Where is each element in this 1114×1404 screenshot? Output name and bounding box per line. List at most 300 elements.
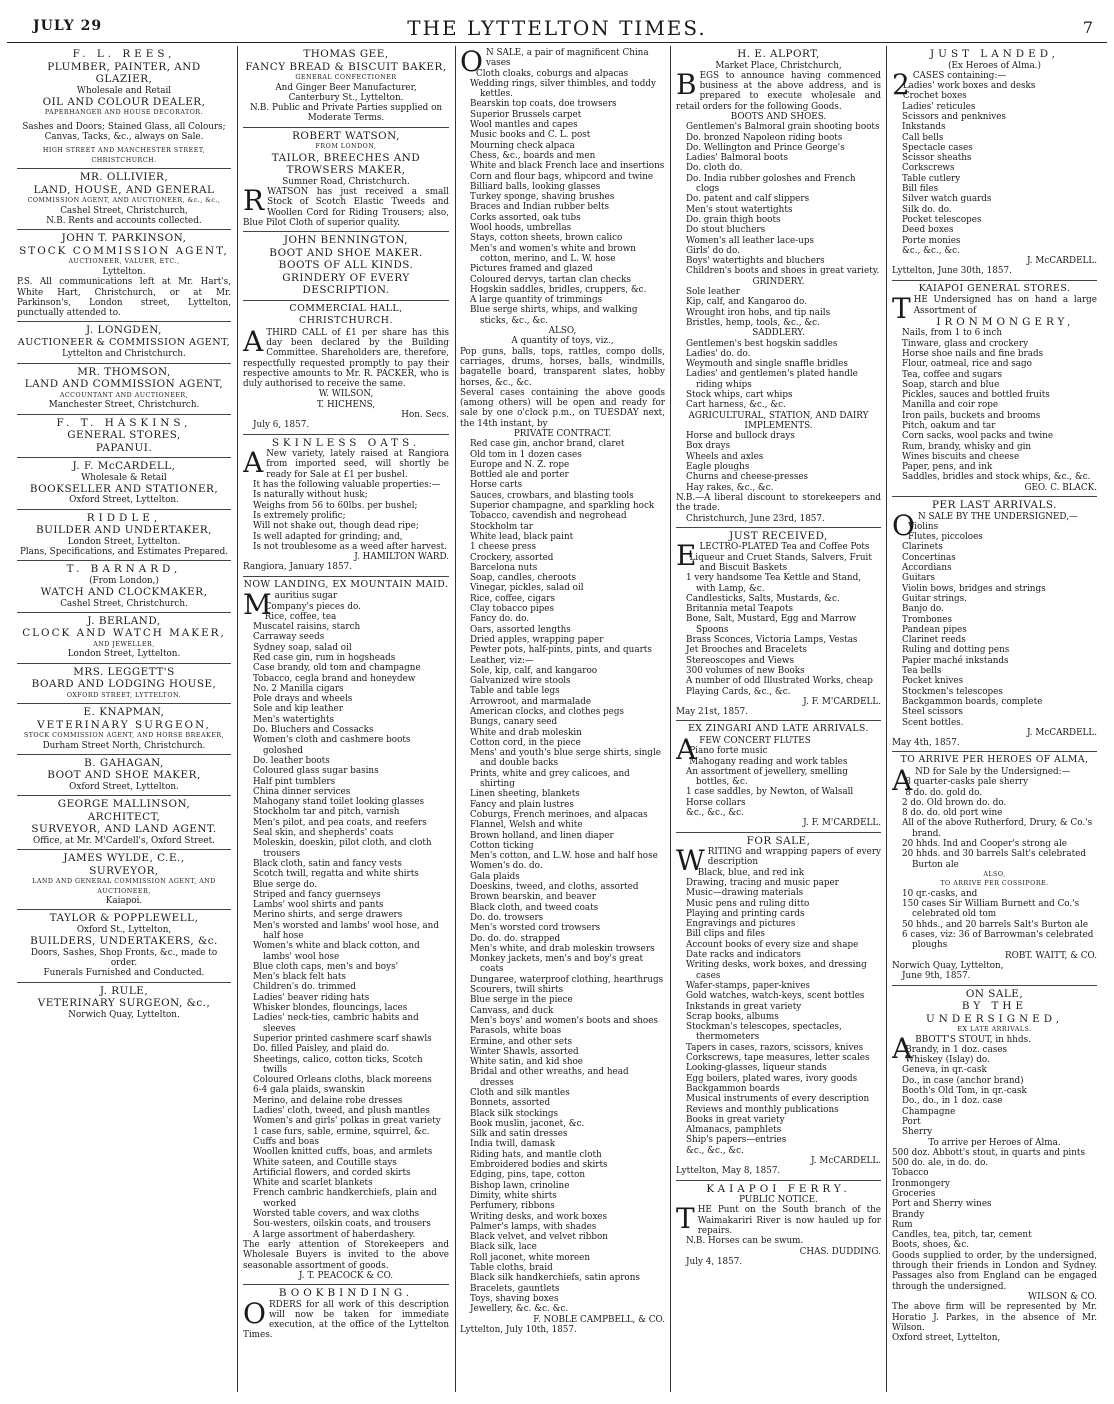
list-item: Almanacs, pamphlets: [686, 1125, 782, 1136]
list-item: Mens' and youth's blue serge shirts, single and double backs: [470, 748, 661, 769]
goods-list: [676, 868, 881, 1156]
list-item: Soap, candles, cheroots: [470, 573, 577, 584]
ad-heading: KAIAPOI FERRY.: [706, 1182, 851, 1195]
list-item: Rum, brandy, whisky and gin: [902, 441, 1032, 452]
advertiser-name: GEORGE MALLINSON,: [57, 798, 191, 811]
list-item: Blue cloth caps, men's and boys': [253, 961, 398, 972]
ad-wylde: [17, 850, 231, 910]
drop-cap: M: [243, 588, 272, 622]
list-item: Jewellery, &c. &c. &c.: [470, 1304, 569, 1315]
list-item: Sou-westers, oilskin coats, and trousers: [253, 1219, 431, 1230]
advertiser-name: T. BARNARD,: [66, 563, 182, 576]
list-item: White and black French lace and insertions: [470, 161, 665, 172]
list-item: Fancy do. do.: [470, 614, 530, 625]
list-item: Men's pilot, and pea coats, and reefers: [253, 817, 427, 828]
list-item: Linen sheeting, blankets: [470, 789, 580, 800]
goods-list: [892, 81, 1097, 256]
column-1: [17, 46, 231, 1394]
list-item: Corkscrews, tape measures, letter scales: [686, 1053, 870, 1064]
ad-signature: Hon. Secs.: [401, 410, 449, 421]
advertiser-name: MRS. LEGGETT'S: [73, 665, 175, 678]
ad-body: A quantity of toys, viz.,: [511, 336, 614, 347]
list-item: Bonnets, assorted: [470, 1098, 551, 1109]
advertiser-name: F. L. REES,: [72, 48, 176, 60]
list-item: Cotton cord, in the piece: [470, 737, 581, 748]
list-item: Looking-glasses, liqueur stands: [686, 1063, 827, 1074]
list-item: Blue serge shirts, whips, and walking sticks, &c., &c.: [470, 305, 638, 326]
advertiser-name: MR. THOMSON,: [77, 365, 171, 378]
column-2: [243, 46, 449, 1394]
goods-list: [892, 777, 1097, 870]
list-item: Rice, coffee, cigars: [470, 593, 555, 604]
ad-riddle: [17, 510, 231, 562]
list-item: Manilla and coir rope: [902, 400, 999, 411]
list-item: Men's worsted and lambs' wool hose, and half hose: [253, 920, 439, 941]
list-item: Company's pieces do.: [264, 601, 361, 612]
list-item: Horse and bullock drays: [686, 431, 795, 442]
advertiser-name: THOMAS GEE,: [303, 48, 389, 60]
list-item: Nails, from 1 to 6 inch: [902, 328, 1003, 339]
list-item: Iron pails, buckets and brooms: [902, 410, 1041, 421]
ad-address: Manchester Street, Christchurch.: [48, 400, 200, 411]
ad-subtitle: (Ex Heroes of Alma.): [948, 60, 1041, 71]
ad-body: Doors, Sashes, Shop Fronts, &c., made to order.: [30, 947, 218, 968]
list-item: Do. do. do. strapped: [470, 933, 561, 944]
ad-signature: J. T. PEACOCK & CO.: [298, 1270, 394, 1281]
ad-leggett: [17, 664, 231, 705]
list-item: Backgammon boards, complete: [902, 696, 1043, 707]
list-item: Geneva, in qr.-cask: [902, 1065, 987, 1076]
list-item: Whiskey (Islay) do.: [905, 1055, 990, 1066]
ad-note: N.B. Horses can be swum.: [686, 1236, 804, 1247]
list-item: Bill files: [902, 184, 939, 195]
ad-date: Lyttelton, June 30th, 1857.: [892, 266, 1012, 277]
ad-trade: BOOKSELLER AND STATIONER,: [29, 482, 219, 495]
list-item: Candlesticks, Salts, Mustards, &c.: [686, 593, 840, 604]
goods-list: [892, 328, 1097, 482]
list-item: Ladies' cloth, tweed, and plush mantles: [253, 1106, 430, 1117]
advertiser-name: F. T. HASKINS,: [56, 416, 192, 429]
ad-body: New variety, lately raised at Rangiora from imported seed, will shortly be ready for Sale at £1 per bushel.: [266, 449, 449, 480]
list-item: 8 do. do. old port wine: [902, 808, 1003, 819]
list-item: N SALE, a pair of magnificent China vases: [485, 48, 649, 69]
list-item: Superior printed cashmere scarf shawls: [253, 1033, 432, 1044]
list-item: Books in great variety: [686, 1114, 785, 1125]
advertiser-name: J. LONGDEN,: [86, 324, 162, 337]
list-item: Music pens and ruling ditto: [686, 898, 810, 909]
list-item: Black silk, lace: [470, 1242, 537, 1253]
ad-kaiapoi-stores: [892, 281, 1097, 497]
list-item: &c., &c., &c.: [686, 1145, 744, 1156]
list-item: Muscatel raisins, starch: [253, 622, 361, 633]
list-item: Papier maché inkstands: [902, 655, 1009, 666]
ad-trade: GRINDERY OF EVERY DESCRIPTION.: [282, 271, 410, 297]
list-item: White sateen, and Coutille stays: [253, 1157, 397, 1168]
list-item: Tobacco, cegla brand and honeydew: [253, 673, 416, 684]
list-item: Coburgs, French merinoes, and alpacas: [470, 809, 648, 820]
list-item: Riding hats, and mantle cloth: [470, 1149, 602, 1160]
ad-rule: [17, 983, 231, 1023]
ad-signature: CHAS. DUDDING.: [799, 1246, 881, 1257]
ad-body: LECTRO-PLATED Tea and Coffee Pots: [699, 542, 870, 553]
list-item: Mahogany reading and work tables: [689, 756, 848, 767]
ad-trade: BOOT AND SHOE MAKER,: [47, 769, 201, 782]
goods-list: [460, 439, 665, 1314]
ad-longden: [17, 322, 231, 363]
goods-list: [460, 69, 665, 326]
list-item: Liqueur and Cruet Stands, Salvers, Fruit and Biscuit Baskets: [689, 552, 872, 573]
list-item: Roll jaconet, white moreen: [470, 1252, 591, 1263]
list-item: Turkey sponge, shaving brushes: [470, 192, 615, 203]
ad-note: Plans, Specifications, and Estimates Prepared.: [19, 546, 229, 557]
list-item: Ladies' neck-ties, cambric habits and sleeves: [253, 1013, 419, 1034]
list-item: Champagne: [902, 1106, 956, 1117]
list-item: Engravings and pictures: [686, 919, 796, 930]
ad-address: Durham Street North, Christchurch.: [42, 740, 206, 751]
list-item: Wrought iron hobs, and tip nails: [686, 307, 831, 318]
drop-cap: T: [892, 292, 911, 326]
list-item: Paper, pens, and ink: [902, 462, 993, 473]
ad-commercial-hall: [243, 301, 449, 435]
ad-gahagan: [17, 755, 231, 796]
list-item: Pewter pots, half-pints, pints, and quarts: [470, 645, 652, 656]
list-item: Account books of every size and shape: [686, 939, 859, 950]
ad-heading: PRIVATE CONTRACT.: [513, 428, 612, 439]
ad-address: Oxford St., Lyttelton,: [76, 924, 172, 935]
ad-signature: J. F. M'CARDELL.: [803, 818, 881, 829]
list-item: Tea bells: [902, 666, 942, 677]
list-item: Do. leather boots: [253, 755, 330, 766]
ad-note: P.S. All communications left at Mr. Hart's, White Hart, Christchurch, or at Mr. Parkinson's, London street, Lyttelton, punctually attended to.: [17, 277, 231, 319]
list-item: Mahogany stand toilet looking glasses: [253, 797, 424, 808]
list-item: Cotton ticking: [470, 840, 534, 851]
list-item: A large quantity of trimmings: [470, 295, 603, 306]
ad-barnard: [17, 561, 231, 613]
list-item: Gentlemen's Balmoral grain shooting boots: [686, 122, 880, 133]
ad-subtitle: ACCOUNTANT AND AUCTIONEER,: [59, 391, 189, 399]
list-item: Crockery, assorted: [470, 552, 554, 563]
list-item: Merino shirts, and serge drawers: [253, 910, 403, 921]
list-item: Moleskin, doeskin, pilot cloth, and cloth trousers: [253, 838, 432, 859]
list-item: Striped and fancy guernseys: [253, 889, 381, 900]
list-item: Case brandy, old tom and champagne: [253, 663, 421, 674]
ad-address: London Street, Lyttelton.: [67, 649, 181, 660]
list-item: Red case gin, anchor brand, claret: [470, 439, 625, 450]
ad-trade: FANCY BREAD & BISCUIT BAKER,: [245, 60, 447, 73]
list-item: Is not troublesome as a weed after harvest.: [253, 541, 447, 552]
list-item: Table cutlery: [902, 173, 961, 184]
list-item: Monkey jackets, men's and boy's great coats: [470, 954, 644, 975]
list-item: Hogskin saddles, bridles, cruppers, &c.: [470, 284, 647, 295]
masthead: [7, 4, 1107, 43]
list-item: Brandy: [892, 1209, 925, 1220]
list-item: 50 hhds., and 20 barrels Salt's Burton ale: [902, 919, 1089, 930]
list-item: Toys, shaving boxes: [470, 1293, 559, 1304]
drop-cap: W: [676, 844, 705, 878]
ad-heading: JUST LANDED,: [930, 48, 1059, 60]
list-item: Blue serge do.: [253, 879, 318, 890]
list-item: Cloth cloaks, coburgs and alpacas: [475, 68, 629, 79]
ad-signature: GEO. C. BLACK.: [1024, 482, 1097, 493]
list-item: Playing Cards, &c., &c.: [686, 686, 791, 697]
ad-heading: SKINLESS OATS.: [271, 436, 421, 449]
list-item: Mourning check alpaca: [470, 140, 575, 151]
ad-body: Goods supplied to order, by the undersigned, through their friends in London and Sydney. Passages also from England can be engaged through the undersigned.: [892, 1250, 1097, 1292]
list-item: Embroidered bodies and skirts: [470, 1160, 608, 1171]
ad-subtitle: STOCK COMMISSION AGENT, AND HORSE BREAKER,: [23, 732, 225, 740]
list-item: 2 do. Old brown do. do.: [902, 797, 1007, 808]
ad-note: N.B. Rents and accounts collected.: [46, 216, 202, 227]
ad-signature: J. McCARDELL.: [810, 1155, 881, 1166]
ad-heading: BOOTS AND SHOES.: [730, 111, 827, 122]
list-item: Egg boilers, plated wares, ivory goods: [686, 1073, 858, 1084]
advertiser-name: H. E. ALPORT,: [737, 48, 820, 60]
list-item: Winter Shawls, assorted: [470, 1046, 579, 1057]
drop-cap: R: [243, 183, 265, 217]
list-item: Rice, coffee, tea: [264, 611, 337, 622]
drop-cap: A: [892, 763, 913, 797]
ad-subtitle: PAPERHANGER AND HOUSE DECORATOR.: [44, 109, 204, 117]
goods-list: [676, 122, 881, 276]
list-item: Horse collars: [686, 797, 746, 808]
goods-list: [892, 1045, 1097, 1138]
list-item: Clarinet reeds: [902, 635, 966, 646]
list-item: Coloured dervys, tartan clan checks: [470, 274, 631, 285]
list-item: Men's and women's white and brown cotton, merino, and L. W. hose: [470, 243, 636, 264]
ad-heroes-of-alma: [892, 752, 1097, 985]
list-item: Drawing, tracing and music paper: [686, 877, 839, 888]
ad-note: N.B. Public and Private Parties supplied on Moderate Terms.: [249, 103, 443, 124]
goods-list: [676, 553, 881, 697]
list-item: Corn sacks, wool packs and twine: [902, 431, 1054, 442]
list-item: Churns and cheese-presses: [686, 472, 809, 483]
ad-ex-zingari: [676, 721, 881, 832]
advertiser-name: J. RULE,: [99, 984, 149, 997]
list-item: Sole leather: [686, 287, 741, 298]
list-item: Brandy, in 1 doz. cases: [905, 1044, 1008, 1055]
oats-properties-list: [243, 490, 449, 552]
ad-signature: J. HAMILTON WARD.: [354, 552, 449, 563]
list-item: Weighs from 56 to 60lbs. per bushel;: [253, 500, 418, 511]
list-item: Coloured glass sugar basins: [253, 766, 379, 777]
advertiser-name: J. BERLAND,: [87, 614, 161, 627]
list-item: Horse carts: [470, 480, 523, 491]
list-item: Pole drays and wheels: [253, 694, 353, 705]
list-item: Sole and kip leather: [253, 704, 343, 715]
ad-mountain-maid: [243, 577, 449, 1285]
list-item: White satin, and kid shoe: [470, 1057, 584, 1068]
ad-trade: SURVEYOR, AND LAND AGENT.: [31, 823, 217, 836]
list-item: Seal skin, and shepherds' coats: [253, 828, 394, 839]
ad-signature: J. F. M'CARDELL.: [803, 696, 881, 707]
list-item: Scourers, twill shirts: [470, 985, 564, 996]
ad-heading: KAIAPOI GENERAL STORES.: [918, 282, 1071, 294]
list-item: Scotch twill, regatta and white shirts: [253, 869, 419, 880]
list-item: Do. India rubber goloshes and French clogs: [686, 173, 856, 195]
list-item: Trombones: [902, 614, 953, 625]
ad-date: May 21st, 1857.: [676, 707, 749, 718]
list-item: Women's all leather lace-ups: [686, 235, 814, 246]
list-item: All of the above Rutherford, Drury, & Co.'s brand.: [902, 818, 1093, 839]
list-item: Girls' do do.: [686, 245, 740, 256]
list-item: Stereoscopes and Views: [686, 655, 794, 666]
list-item: 500 do. ale, in do. do.: [892, 1158, 989, 1169]
list-item: Dungaree, waterproof clothing, hearthrugs: [470, 974, 664, 985]
list-item: Date racks and indicators: [686, 950, 801, 961]
ad-for-sale: [676, 833, 881, 1181]
list-item: Canvass, and duck: [470, 1005, 554, 1016]
list-item: Men's worsted cord trowsers: [470, 923, 601, 934]
ad-body: THIRD CALL of £1 per share has this day been declared by the Building Committee. Shareholders are, therefore, respectfully requested promptly to pay their respective amounts to Mr. R. PACKER, who is duly authorised to receive the same.: [243, 327, 449, 390]
list-item: Saddles, bridles and stock whips, &c., &c.: [902, 472, 1091, 483]
advertiser-name: JAMES WYLDE, C.E.,: [63, 852, 185, 865]
list-item: Weymouth and single snaffle bridles: [686, 359, 848, 370]
list-item: Bungs, canary seed: [470, 717, 558, 728]
list-item: Soap, starch and blue: [902, 379, 1000, 390]
ad-subtitle: PUBLIC NOTICE.: [739, 1195, 818, 1206]
list-item: Worsted table covers, and wax cloths: [253, 1209, 420, 1220]
list-item: Writing desks, and work boxes: [470, 1211, 608, 1222]
list-item: Will not shake out, though dead ripe;: [253, 521, 419, 532]
list-item: Violin bows, bridges and strings: [902, 583, 1046, 594]
list-item: India twill, damask: [470, 1139, 556, 1150]
list-item: Ladies' beaver riding hats: [253, 992, 370, 1003]
list-item: Music—drawing materials: [686, 888, 804, 899]
ad-trade: TAILOR, BREECHES AND TROWSERS MAKER,: [271, 151, 421, 177]
list-item: Merino, and delaine robe dresses: [253, 1095, 403, 1106]
list-item: Whisker blondes, flouncings, laces: [253, 1003, 408, 1014]
list-item: Flannel, Welsh and white: [470, 820, 583, 831]
list-item: A number of odd Illustrated Works, cheap: [686, 676, 873, 687]
list-item: Men's boys' and women's boots and shoes: [470, 1015, 658, 1026]
ad-trade: BUILDERS, UNDERTAKERS, &c.: [30, 935, 218, 948]
ad-address: Norwich Quay, Lyttelton.: [68, 1009, 180, 1020]
list-item: Women's cloth and cashmere boots goloshed: [253, 735, 411, 756]
list-item: Scissors and penknives: [902, 111, 1006, 122]
ad-trade: PLUMBER, PAINTER, AND GLAZIER,: [47, 60, 201, 85]
list-item: Blue serge in the piece: [470, 995, 573, 1006]
list-item: Clay tobacco pipes: [470, 604, 555, 615]
list-item: Women's white and black cotton, and lambs' wool hose: [253, 941, 420, 962]
drop-cap: A: [676, 732, 697, 766]
list-item: Palmer's lamps, with shades: [470, 1221, 597, 1232]
list-item: Backgammon boards: [686, 1083, 780, 1094]
list-item: White and scarlet blankets: [253, 1178, 373, 1189]
list-item: Brass Sconces, Victoria Lamps, Vestas: [686, 635, 858, 646]
ad-body: N SALE BY THE UNDERSIGNED,—: [917, 511, 1078, 522]
list-item: Gold watches, watch-keys, scent bottles: [686, 991, 865, 1002]
list-item: Wafer-stamps, paper-knives: [686, 980, 810, 991]
list-item: Galvanized wire stools: [470, 676, 571, 687]
ad-ollivier: [17, 169, 231, 230]
ad-address: Cashel Street, Christchurch,: [60, 205, 188, 216]
list-item: Bishop lawn, crinoline: [470, 1180, 570, 1191]
list-item: Black silk stockings: [470, 1108, 559, 1119]
list-item: Brown holland, and linen diaper: [470, 830, 614, 841]
column-rule: [670, 46, 671, 1392]
ad-body: Several cases containing the above goods (among others) will be open and ready for sale by one o'clock p.m., on TUESDAY next, the 14th instant, by: [460, 387, 665, 429]
list-item: Dried apples, wrapping paper: [470, 634, 604, 645]
list-item: Call bells: [902, 132, 944, 143]
list-item: Porte monies: [902, 235, 961, 246]
list-item: Vinegar, pickles, salad oil: [470, 583, 584, 594]
list-item: A large assortment of haberdashery.: [253, 1229, 416, 1240]
advertiser-name: B. GAHAGAN,: [84, 756, 164, 769]
advertiser-name: J. F. McCARDELL,: [72, 460, 176, 473]
list-item: Ruling and dotting pens: [902, 645, 1010, 656]
goods-list: [892, 522, 1097, 728]
ad-address: HIGH STREET AND MANCHESTER STREET, CHRISTCHURCH.: [42, 147, 206, 164]
list-item: Is naturally without husk;: [253, 490, 368, 501]
ad-address: Market Place, Christchurch,: [715, 60, 842, 71]
ad-subtitle: IRONMONGERY,: [936, 315, 1075, 328]
ad-just-landed: [892, 46, 1097, 281]
list-item: Scent bottles.: [902, 717, 964, 728]
list-item: Perfumery, ribbons: [470, 1201, 555, 1212]
list-item: Tinware, glass and crockery: [902, 338, 1029, 349]
ad-signature: WILSON & CO.: [1028, 1291, 1097, 1302]
list-item: Is well adapted for grinding; and,: [253, 531, 403, 542]
ad-trade: ARCHITECT,: [87, 810, 161, 823]
advertiser-name: JOHN BENNINGTON,: [283, 234, 409, 247]
ad-trade: GENERAL STORES,: [67, 429, 181, 442]
ad-body: RDERS for all work of this description will now be taken for immediate execution, at the office of the Lyttelton Times.: [243, 1299, 449, 1341]
list-item: Wool hoods, umbrellas: [470, 223, 572, 234]
ad-heading: ON SALE,: [965, 987, 1024, 1000]
list-item: Stockholm tar: [470, 521, 534, 532]
list-item: Children's boots and shoes in great variety.: [686, 266, 880, 277]
list-item: Wool mantles and capes: [470, 120, 578, 131]
newspaper-title: THE LYTTELTON TIMES.: [407, 16, 707, 40]
list-item: Guitars: [902, 573, 936, 584]
list-item: Fancy and plain lustres: [470, 799, 574, 810]
ad-heading: PER LAST ARRIVALS.: [932, 499, 1057, 512]
ad-subtitle: AUCTIONEER, VALUER, ETC.,: [68, 258, 180, 266]
list-item: China dinner services: [253, 786, 351, 797]
list-item: Guitar strings.: [902, 593, 967, 604]
column-rule: [237, 46, 238, 1392]
ad-just-received: [676, 528, 881, 722]
ad-trade: BOOT AND SHOE MAKER.: [269, 246, 423, 259]
list-item: Horse shoe nails and fine brads: [902, 348, 1044, 359]
list-item: Stays, cotton sheets, brown calico: [470, 233, 623, 244]
list-item: Pocket knives: [902, 676, 964, 687]
list-item: French cambric handkerchiefs, plain and worked: [253, 1188, 437, 1209]
ad-address: PAPANUI.: [95, 441, 153, 454]
ad-taylor-popplewell: [17, 910, 231, 982]
list-item: Jet Brooches and Bracelets: [686, 645, 807, 656]
list-item: Bottled ale and porter: [470, 470, 569, 481]
ad-trade: OIL AND COLOUR DEALER,: [42, 95, 206, 108]
list-item: Prints, white and grey calicoes, and shirting: [470, 768, 630, 790]
list-item: Ladies' reticules: [902, 101, 976, 112]
list-item: Stockholm tar and pitch, varnish: [253, 807, 400, 818]
list-item: Bone, Salt, Mustard, Egg and Marrow Spoons: [686, 614, 857, 635]
ad-trade: SURVEYOR,: [89, 864, 159, 877]
ad-signature: W. WILSON,: [318, 389, 374, 400]
ad-gee: [243, 46, 449, 128]
ad-body: FEW CONCERT FLUTES: [699, 735, 811, 746]
drop-cap: T: [676, 1202, 695, 1236]
ad-body: Sashes and Doors; Stained Glass, all Colours; Canvas, Tacks, &c., always on Sale.: [22, 121, 226, 143]
goods-list: [892, 889, 1097, 951]
list-item: Scrap books, albums: [686, 1011, 779, 1022]
ad-haskins: [17, 415, 231, 459]
list-item: Carraway seeds: [253, 632, 325, 643]
list-item: Candles, tea, pitch, tar, cement: [892, 1230, 1032, 1241]
ad-subtitle: ALSO,: [548, 326, 577, 337]
list-item: Artificial flowers, and corded skirts: [253, 1167, 411, 1178]
